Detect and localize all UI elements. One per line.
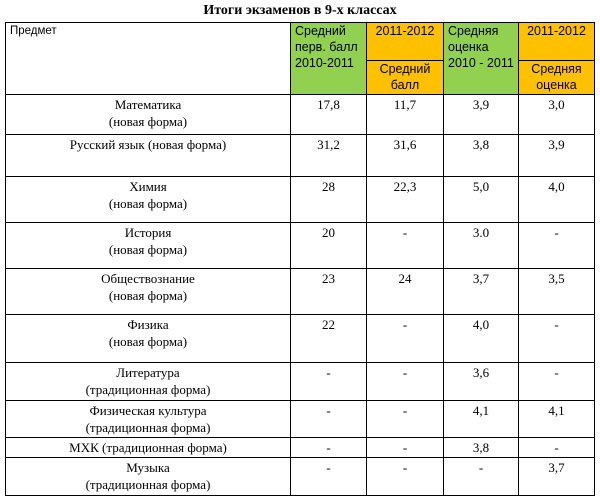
header-avg-grade-2011-2012: Средняя оценка	[519, 61, 595, 95]
subject-form: (новая форма)	[108, 242, 188, 257]
value-cell: -	[367, 363, 444, 401]
table-row	[6, 438, 595, 458]
value-cell: 22,3	[367, 177, 444, 223]
subject-cell	[6, 363, 291, 401]
value-cell: -	[367, 458, 444, 496]
value-cell: 5,0	[444, 177, 519, 223]
value-cell: -	[519, 438, 595, 458]
header-year-2011-2012-b: 2011-2012	[519, 23, 595, 61]
subject-form: (традиционная форма)	[85, 420, 211, 435]
header-avg-primary-score: Средний перв. балл 2010-2011	[291, 23, 367, 95]
value-cell: 31,2	[291, 135, 367, 177]
header-avg-grade-2010-2011: Средняя оценка 2010 - 2011	[444, 23, 519, 95]
value-cell: 4,0	[444, 315, 519, 363]
value-cell: -	[291, 458, 367, 496]
value-cell: 31,6	[367, 135, 444, 177]
value-cell: 17,8	[291, 95, 367, 135]
subject-cell	[6, 438, 291, 458]
table-row	[6, 363, 595, 401]
subject-form: (новая форма)	[108, 334, 188, 349]
exam-results-table	[5, 22, 595, 496]
value-cell: 4,1	[444, 401, 519, 438]
value-cell: 3,8	[444, 438, 519, 458]
subject-cell	[6, 177, 291, 223]
value-cell: 22	[291, 315, 367, 363]
header-subject: Предмет	[6, 23, 291, 95]
value-cell: 3,5	[519, 269, 595, 315]
value-cell: -	[367, 401, 444, 438]
subject-form: (традиционная форма)	[85, 477, 211, 492]
value-cell: 4,1	[519, 401, 595, 438]
table-row	[6, 315, 595, 363]
subject-name: Обществознание	[101, 271, 195, 286]
value-cell: -	[367, 223, 444, 269]
subject-name: Русский язык (новая форма)	[69, 137, 227, 152]
value-cell: 3,6	[444, 363, 519, 401]
subject-form: (традиционная форма)	[85, 382, 211, 397]
value-cell: 28	[291, 177, 367, 223]
value-cell: 3.0	[444, 223, 519, 269]
subject-cell	[6, 223, 291, 269]
table-row	[6, 269, 595, 315]
table-row	[6, 135, 595, 177]
table-row	[6, 95, 595, 135]
value-cell: -	[291, 401, 367, 438]
subject-name: История	[124, 225, 172, 240]
value-cell: -	[291, 363, 367, 401]
value-cell: 4,0	[519, 177, 595, 223]
page-title: Итоги экзаменов в 9-х классах	[203, 3, 397, 18]
subject-name: Физика	[127, 317, 169, 332]
value-cell: -	[519, 223, 595, 269]
value-cell: 3,7	[444, 269, 519, 315]
subject-name: Литература	[116, 365, 180, 380]
subject-cell	[6, 315, 291, 363]
table-row	[6, 177, 595, 223]
value-cell: -	[367, 315, 444, 363]
subject-name: Физическая культура	[89, 403, 207, 418]
value-cell: -	[519, 363, 595, 401]
value-cell: 23	[291, 269, 367, 315]
subject-name: Музыка	[126, 460, 170, 475]
table-header-row	[6, 23, 595, 61]
value-cell: -	[291, 438, 367, 458]
subject-cell	[6, 458, 291, 496]
value-cell: 3,7	[519, 458, 595, 496]
subject-form: (новая форма)	[108, 114, 188, 129]
subject-name: Химия	[129, 179, 167, 194]
value-cell: -	[367, 438, 444, 458]
subject-form: (новая форма)	[108, 288, 188, 303]
value-cell: 3,9	[519, 135, 595, 177]
subject-form: (новая форма)	[108, 196, 188, 211]
subject-cell	[6, 135, 291, 177]
value-cell: 3,0	[519, 95, 595, 135]
subject-cell	[6, 269, 291, 315]
value-cell: -	[519, 315, 595, 363]
value-cell: 24	[367, 269, 444, 315]
value-cell: 3,9	[444, 95, 519, 135]
value-cell: 20	[291, 223, 367, 269]
subject-name: МХК (традиционная форма)	[69, 440, 227, 455]
table-row	[6, 458, 595, 496]
value-cell: 11,7	[367, 95, 444, 135]
value-cell: 3,8	[444, 135, 519, 177]
header-avg-score: Средний балл	[367, 61, 444, 95]
subject-cell	[6, 401, 291, 438]
header-year-2011-2012: 2011-2012	[367, 23, 444, 61]
subject-cell	[6, 95, 291, 135]
table-row	[6, 223, 595, 269]
table-row	[6, 401, 595, 438]
value-cell: -	[444, 458, 519, 496]
subject-name: Математика	[114, 97, 182, 112]
